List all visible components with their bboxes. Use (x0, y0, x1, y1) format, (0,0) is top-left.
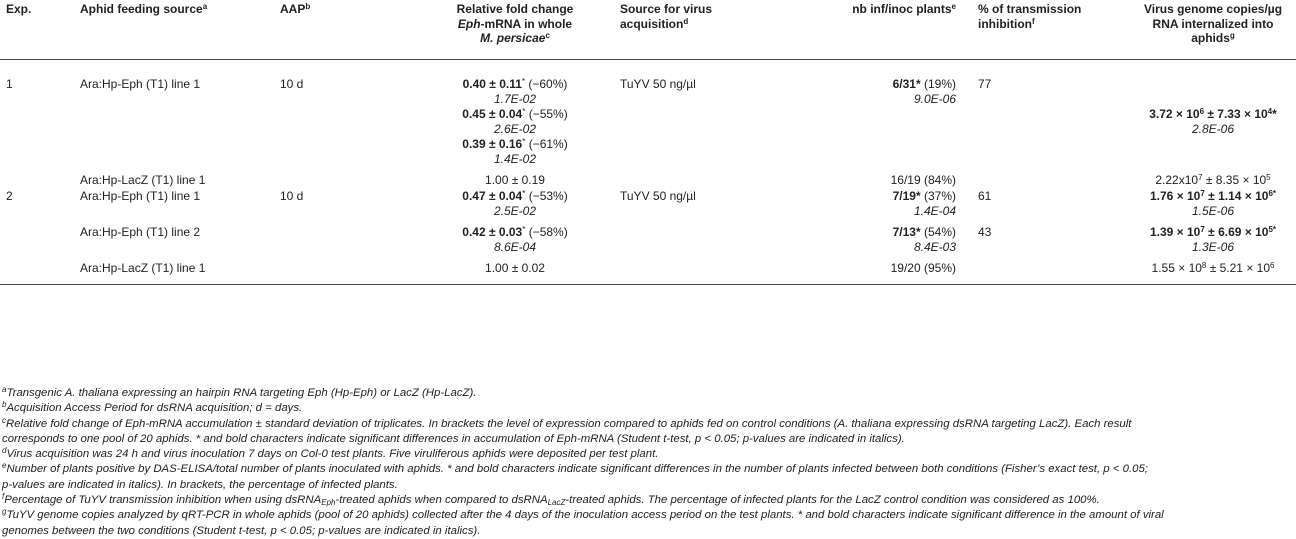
header-nb-plants: nb inf/inoc plants$^e$ (750, 0, 970, 59)
table-body (0, 59, 1296, 284)
cell-virus-genome: $1.39 \times 10^7 \pm 6.69 \times 10^{5*}$ 1.3E-06 (1149, 224, 1277, 254)
footnote-b: $^b$Acquisition Access Period for dsRNA acquisition; d = days. (2, 400, 303, 415)
cell-acquisition (620, 255, 750, 285)
cell-virus-genome: $2.22x10^7 \pm 8.35 \times 10^5$ (1155, 172, 1271, 187)
cell-fold-change: 1.00 ± 0.19 (485, 172, 545, 187)
cell-inhibition: 43 (978, 224, 992, 239)
header-virus-genome: Virus genome copies/µg RNA internalized into aphids$^g$ (1130, 0, 1296, 59)
table-row (0, 167, 1296, 188)
header-aap: AAP$^b$ (280, 0, 410, 59)
cell-acquisition: TuYV 50 ng/µl (620, 188, 696, 203)
cell-aap (280, 255, 410, 285)
table-row (0, 59, 1296, 167)
cell-source: Ara:Hp-Eph (T1) line 1 (80, 188, 201, 203)
cell-nb-plants: 19/20 (95%) (750, 255, 970, 285)
cell-fold-change: 0.42 ± 0.03* (−58%) 8.6E-04 (462, 224, 568, 254)
cell-exp: 2 (6, 188, 13, 203)
footnote-e: $^e$Number of plants positive by DAS-ELISA/total number of plants inoculated with aphids. * and bold characters indicate significant differences in the number of plants infected between both conditions (Fisher’s exact test, p < 0.05; p-values are indicated in italics). In brackets, the percentage of infected plants. (2, 461, 1148, 491)
cell-nb-plants: 7/13* (54%) 8.4E-03 (892, 224, 956, 254)
footnote-c: $^c$Relative fold change of Eph-mRNA accumulation ± standard deviation of triplicates. In brackets the level of expression compared to aphids fed on control conditions (A. thaliana expressing dsRNA targeting LacZ). Each result corresponds to one pool of 20 aphids. * and bold characters indicate significant differences in accumulation of Eph-mRNA (Student t-test, p < 0.05; p-values are indicated in italics). (2, 415, 1132, 445)
cell-inhibition: 77 (978, 76, 992, 91)
footnote-g: $^g$TuYV genome copies analyzed by qRT-PCR in whole aphids (pool of 20 aphids) collected after the 4 days of the inoculation access period on the test plants. * and bold characters indicate significant difference in the amount of viral genomes between the two conditions (Student t-test, p < 0.05; p-values are indicated in italics). (2, 507, 1164, 537)
cell-source: Ara:Hp-LacZ (T1) line 1 (80, 172, 206, 187)
footnote-d: $^d$Virus acquisition was 24 h and virus inoculation 7 days on Col-0 test plants. Five viruliferous aphids were deposited per test plant. (2, 446, 659, 461)
cell-nb-plants: 6/31* (19%) 9.0E-06 (892, 76, 956, 106)
cell-exp: 1 (6, 76, 13, 91)
cell-fold-change: 1.00 ± 0.02 (410, 255, 620, 285)
cell-acquisition: TuYV 50 ng/µl (620, 76, 696, 91)
cell-virus-genome: $3.72 \times 10^6 \pm 7.33 \times 10^4*$ 2.8E-06 (1149, 106, 1277, 136)
table-row (0, 188, 1296, 219)
table-footnotes (0, 386, 1296, 539)
cell-fold-change: 0.40 ± 0.11* (−60%) 1.7E-02 0.45 ± 0.04* (−55%) 2.6E-02 0.39 ± 0.16* (−61%) 1.4E-02 (462, 76, 568, 166)
cell-source: Ara:Hp-Eph (T1) line 1 (80, 76, 201, 91)
table-header (0, 0, 1296, 59)
cell-aap: 10 d (280, 188, 304, 203)
table-row (0, 255, 1296, 285)
cell-fold-change: 0.47 ± 0.04* (−53%) 2.5E-02 (462, 188, 568, 218)
cell-exp (0, 167, 80, 188)
footnote-a: $^a$Transgenic A. thaliana expressing an hairpin RNA targeting Eph (Hp-Eph) or LacZ (Hp-LacZ). (2, 385, 477, 399)
table-row (0, 219, 1296, 255)
header-acquisition: Source for virus acquisition$^d$ (620, 0, 750, 59)
header-exp: Exp. (0, 0, 80, 59)
cell-inhibition (970, 255, 1130, 285)
cell-inhibition: 61 (978, 188, 992, 203)
cell-aap: 10 d (280, 76, 304, 91)
cell-acquisition (620, 167, 750, 188)
cell-aap (280, 167, 410, 188)
cell-nb-plants: 16/19 (84%) (890, 172, 956, 187)
cell-exp (0, 255, 80, 285)
cell-acquisition (620, 219, 750, 255)
footnote-f: $^f$Percentage of TuYV transmission inhibition when using dsRNA$_{Eph}$-treated aphids when compared to dsRNA$_{LacZ}$-treated aphids. The percentage of infected plants for the LacZ control condition was considered as 100%. (2, 492, 1100, 508)
cell-source: Ara:Hp-Eph (T1) line 2 (80, 224, 201, 239)
cell-exp (0, 219, 80, 255)
header-fold-change: Relative fold change Eph-mRNA in whole M. persicae$^c$ (410, 0, 620, 59)
header-inhibition: % of transmission inhibition$^f$ (970, 0, 1130, 59)
cell-nb-plants: 7/19* (37%) 1.4E-04 (892, 188, 956, 218)
cell-source: Ara:Hp-LacZ (T1) line 1 (80, 255, 280, 285)
header-row (0, 0, 1296, 59)
header-source: Aphid feeding source$^a$ (80, 0, 280, 59)
cell-virus-genome: $1.55 \times 10^8 \pm 5.21 \times 10^6$ (1130, 255, 1296, 285)
cell-inhibition (970, 167, 1130, 188)
cell-virus-genome: $1.76 \times 10^7 \pm 1.14 \times 10^{6*}$ 1.5E-06 (1149, 188, 1277, 218)
cell-aap (280, 219, 410, 255)
